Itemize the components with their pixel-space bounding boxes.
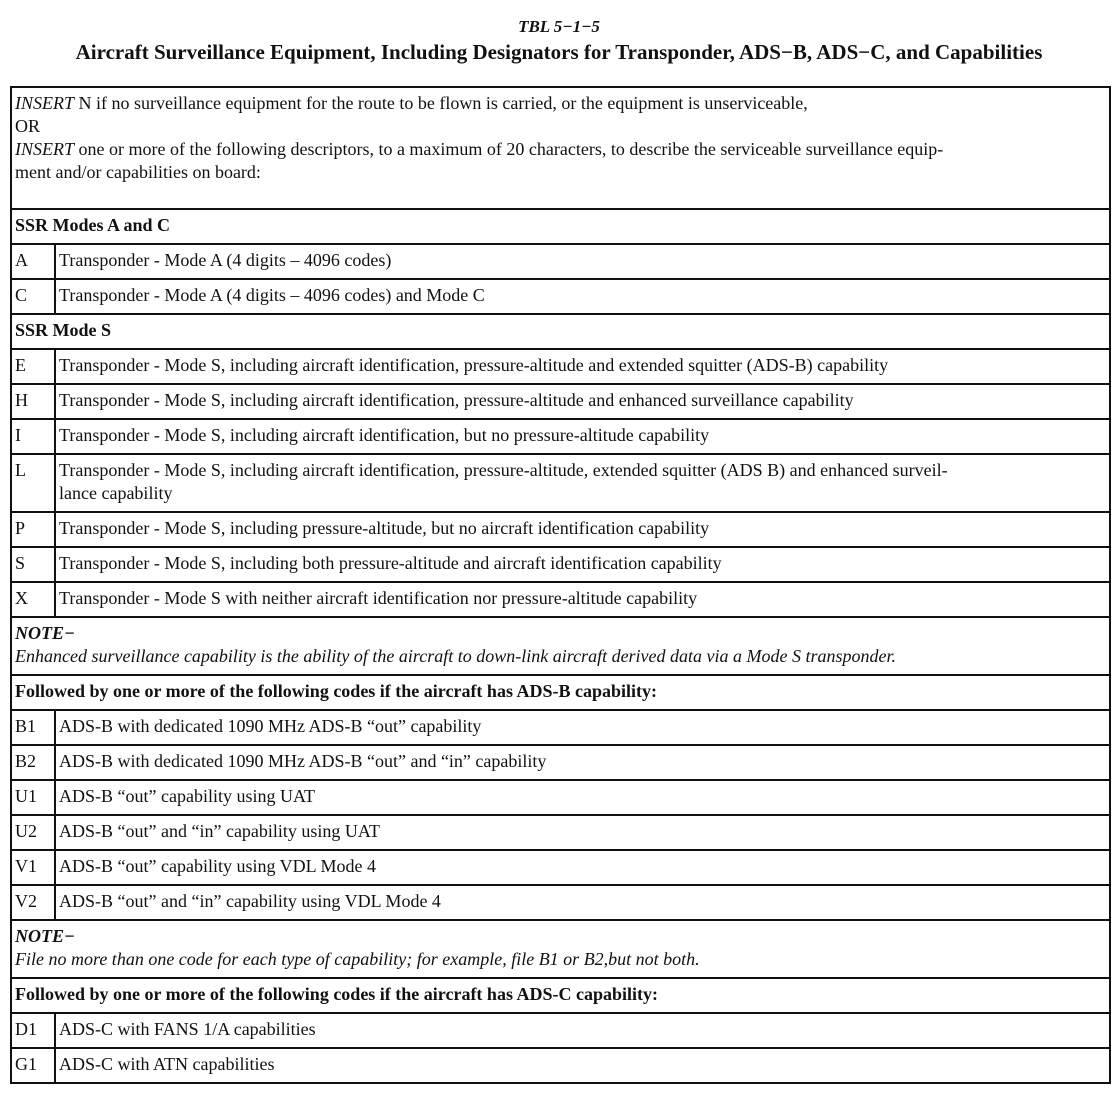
table-title: Aircraft Surveillance Equipment, Including Designators for Transponder, ADS−B, ADS−C, and Capabilities	[75, 40, 1043, 64]
section-header-row	[11, 314, 1110, 349]
table-row	[11, 710, 1110, 745]
table-row	[11, 885, 1110, 920]
insert-n-text: N if no surveillance equipment for the route to be flown is carried, or the equipment is unserviceable,	[74, 93, 808, 113]
table-row	[11, 815, 1110, 850]
table-row	[11, 780, 1110, 815]
table-row	[11, 745, 1110, 780]
code-cell: E	[11, 349, 55, 384]
code-cell: B2	[11, 745, 55, 780]
description-cell: Transponder - Mode S, including aircraft identification, pressure-altitude and enhanced surveillance capability	[55, 384, 1110, 419]
section-adsc: Followed by one or more of the following codes if the aircraft has ADS-C capability:	[11, 978, 1110, 1013]
code-cell: P	[11, 512, 55, 547]
description-cell: ADS-B with dedicated 1090 MHz ADS-B “out” capability	[55, 710, 1110, 745]
table-row	[11, 419, 1110, 454]
note-text: File no more than one code for each type of capability; for example, file B1 or B2,but not both.	[15, 949, 700, 969]
note-text: Enhanced surveillance capability is the ability of the aircraft to down-link aircraft derived data via a Mode S transponder.	[15, 646, 897, 666]
table-row	[11, 1048, 1110, 1083]
table-row	[11, 850, 1110, 885]
description-cell: ADS-B “out” capability using VDL Mode 4	[55, 850, 1110, 885]
description-line-2: lance capability	[59, 483, 173, 503]
description-cell: ADS-B “out” capability using UAT	[55, 780, 1110, 815]
code-cell: I	[11, 419, 55, 454]
code-cell: L	[11, 454, 55, 512]
note-cell	[11, 617, 1110, 675]
intro-line-3	[15, 138, 1106, 161]
description-cell: Transponder - Mode S, including pressure-altitude, but no aircraft identification capability	[55, 512, 1110, 547]
code-cell: U2	[11, 815, 55, 850]
note-cell	[11, 920, 1110, 978]
code-cell: V1	[11, 850, 55, 885]
description-cell: ADS-B with dedicated 1090 MHz ADS-B “out” and “in” capability	[55, 745, 1110, 780]
code-cell: A	[11, 244, 55, 279]
code-cell: S	[11, 547, 55, 582]
table-row	[11, 582, 1110, 617]
description-cell: Transponder - Mode S, including aircraft identification, but no pressure-altitude capability	[55, 419, 1110, 454]
description-cell: Transponder - Mode S with neither aircraft identification nor pressure-altitude capability	[55, 582, 1110, 617]
note-heading: NOTE−	[15, 623, 75, 643]
surveillance-equipment-table	[10, 86, 1111, 1084]
description-cell: Transponder - Mode S, including aircraft identification, pressure-altitude and extended squitter (ADS-B) capability	[55, 349, 1110, 384]
code-cell: X	[11, 582, 55, 617]
table-number: TBL 5−1−5	[518, 17, 600, 36]
table-row	[11, 547, 1110, 582]
insert-keyword: INSERT	[15, 139, 75, 159]
intro-row	[11, 87, 1110, 209]
note-row	[11, 617, 1110, 675]
description-cell	[55, 454, 1110, 512]
code-cell: U1	[11, 780, 55, 815]
code-cell: G1	[11, 1048, 55, 1083]
description-cell: Transponder - Mode S, including both pressure-altitude and aircraft identification capability	[55, 547, 1110, 582]
description-cell: ADS-C with ATN capabilities	[55, 1048, 1110, 1083]
section-header-row	[11, 209, 1110, 244]
table-row	[11, 349, 1110, 384]
table-row	[11, 512, 1110, 547]
section-adsb: Followed by one or more of the following codes if the aircraft has ADS-B capability:	[11, 675, 1110, 710]
table-row	[11, 454, 1110, 512]
table-row	[11, 1013, 1110, 1048]
table-row	[11, 384, 1110, 419]
section-header-row	[11, 978, 1110, 1013]
description-cell: ADS-C with FANS 1/A capabilities	[55, 1013, 1110, 1048]
intro-cell	[11, 87, 1110, 209]
section-ssr-mode-s: SSR Mode S	[11, 314, 1110, 349]
description-cell: ADS-B “out” and “in” capability using VDL Mode 4	[55, 885, 1110, 920]
note-heading: NOTE−	[15, 926, 75, 946]
intro-line-4: ment and/or capabilities on board:	[15, 162, 261, 182]
insert-descriptors-text: one or more of the following descriptors, to a maximum of 20 characters, to describe the serviceable surveillance equip-	[74, 139, 944, 159]
code-cell: H	[11, 384, 55, 419]
table-row	[11, 244, 1110, 279]
note-row	[11, 920, 1110, 978]
table-row	[11, 279, 1110, 314]
description-cell: Transponder - Mode A (4 digits – 4096 codes) and Mode C	[55, 279, 1110, 314]
section-header-row	[11, 675, 1110, 710]
intro-line-1	[15, 92, 1106, 115]
intro-or: OR	[15, 116, 41, 136]
insert-keyword: INSERT	[15, 93, 75, 113]
code-cell: C	[11, 279, 55, 314]
code-cell: V2	[11, 885, 55, 920]
description-cell: ADS-B “out” and “in” capability using UAT	[55, 815, 1110, 850]
section-ssr-modes-a-c: SSR Modes A and C	[11, 209, 1110, 244]
code-cell: B1	[11, 710, 55, 745]
description-line-1: Transponder - Mode S, including aircraft identification, pressure-altitude, extended squitter (ADS B) and enhanced surveil-	[59, 460, 948, 480]
code-cell: D1	[11, 1013, 55, 1048]
description-cell: Transponder - Mode A (4 digits – 4096 codes)	[55, 244, 1110, 279]
